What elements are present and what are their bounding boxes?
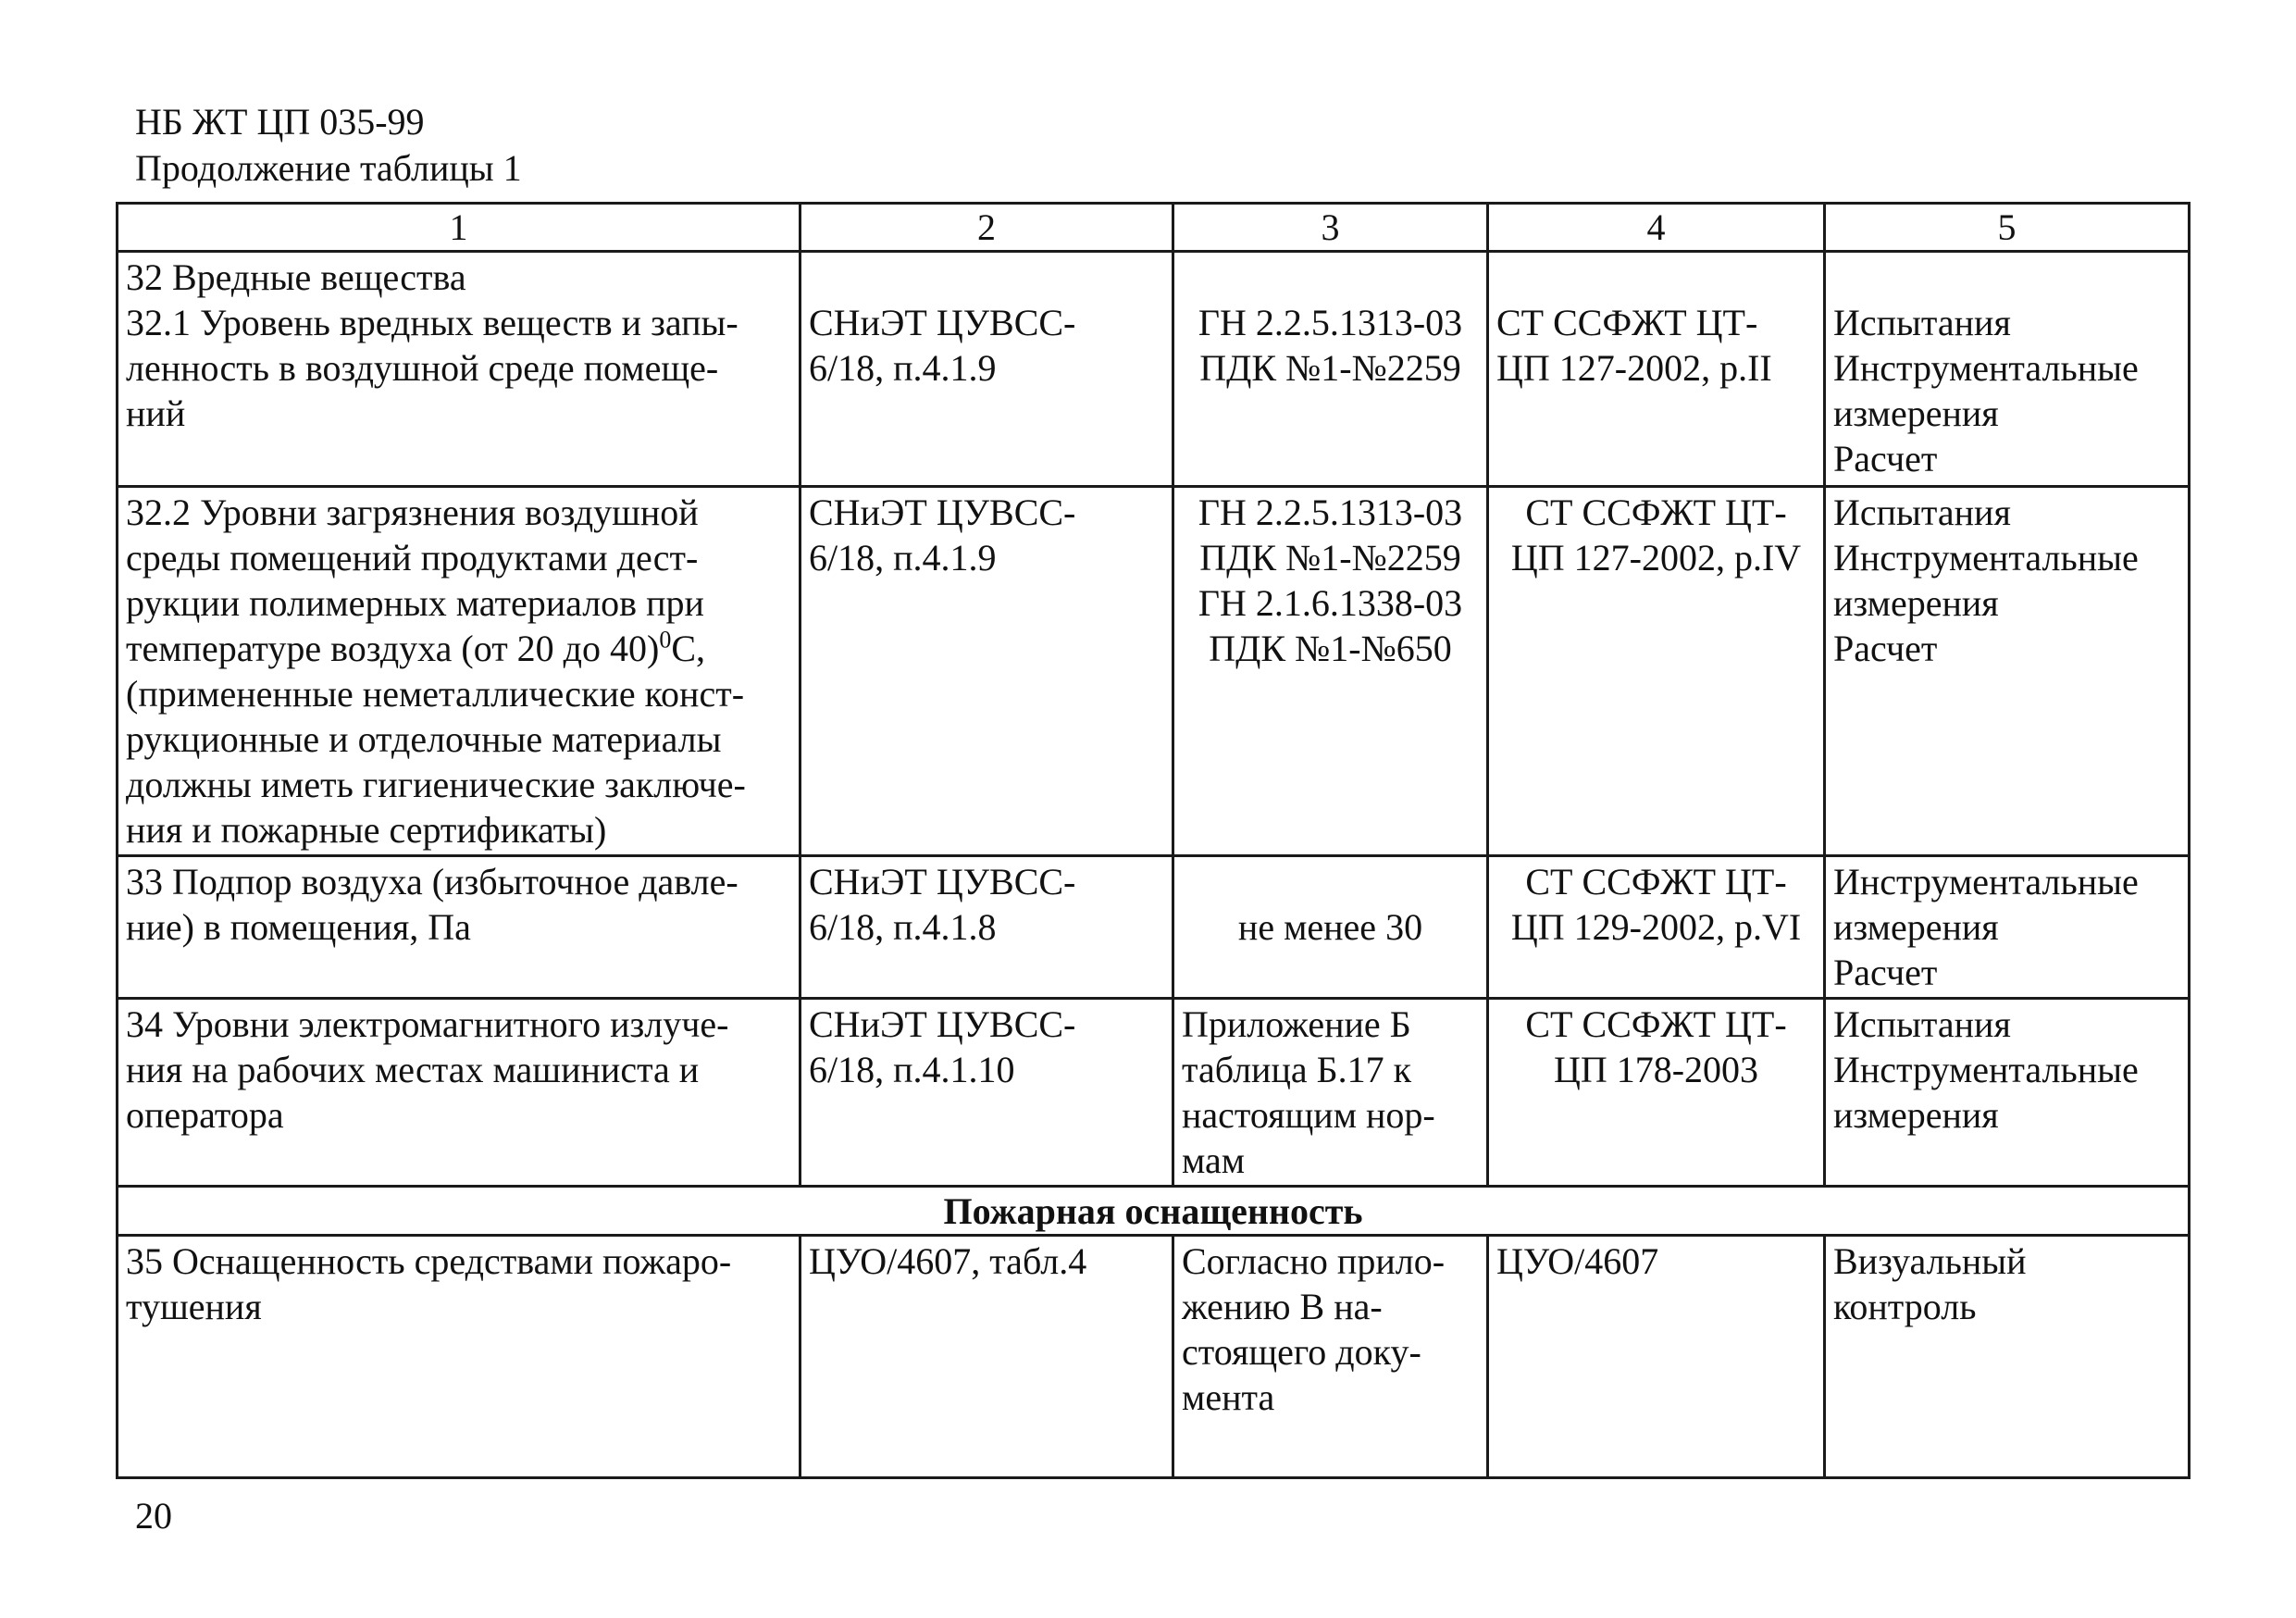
standard-text: СНиЭТ ЦУВСС- 6/18, п.4.1.9	[809, 302, 1076, 389]
table-row	[118, 1236, 2190, 1478]
parameter-cell	[118, 252, 800, 487]
column-header: 5	[1825, 204, 2190, 252]
parameter-text-a: 32.2 Уровни загрязнения воздушной среды помещений продуктами дест- рукции полимерных материалов при температуре воздуха (от 20 до 40)	[126, 492, 704, 669]
standard-cell: ЦУО/4607, табл.4	[800, 1236, 1173, 1478]
table-row	[118, 487, 2190, 856]
section-row	[118, 1187, 2190, 1236]
parameter-cell	[118, 487, 800, 856]
method-text: СТ ССФЖТ ЦТ- ЦП 127-2002, р.II	[1496, 302, 1772, 389]
standard-cell	[800, 252, 1173, 487]
document-code: НБ ЖТ ЦП 035-99	[135, 101, 425, 143]
degree-sup: 0	[659, 626, 672, 653]
parameter-text: 32.1 Уровень вредных веществ и запы- ленность в воздушной среде помеще- ний	[126, 302, 738, 434]
method-cell: СТ ССФЖТ ЦТ- ЦП 129-2002, р.VI	[1488, 856, 1825, 999]
parameter-cell: 35 Оснащенность средствами пожаро- тушения	[118, 1236, 800, 1478]
table-continuation-caption: Продолжение таблицы 1	[135, 147, 522, 189]
standard-cell: СНиЭТ ЦУВСС- 6/18, п.4.1.10	[800, 999, 1173, 1187]
norm-cell: ГН 2.2.5.1313-03 ПДК №1-№2259 ГН 2.1.6.1338-03 ПДК №1-№650	[1173, 487, 1488, 856]
table-row	[118, 856, 2190, 999]
norm-cell: Приложение Б таблица Б.17 к настоящим нор- мам	[1173, 999, 1488, 1187]
parameter-cell: 34 Уровни электромагнитного излуче- ния на рабочих местах машиниста и оператора	[118, 999, 800, 1187]
control-cell: Инструментальные измерения Расчет	[1825, 856, 2190, 999]
control-text: Испытания Инструментальные измерения Расчет	[1833, 302, 2139, 479]
control-cell	[1825, 252, 2190, 487]
parameter-cell: 33 Подпор воздуха (избыточное давле- ние) в помещения, Па	[118, 856, 800, 999]
method-cell: СТ ССФЖТ ЦТ- ЦП 127-2002, р.IV	[1488, 487, 1825, 856]
method-cell	[1488, 252, 1825, 487]
section-title: Пожарная оснащенность	[118, 1187, 2190, 1236]
column-header: 3	[1173, 204, 1488, 252]
norm-text: не менее 30	[1237, 906, 1423, 948]
requirements-table	[116, 202, 2191, 1479]
control-cell: Визуальный контроль	[1825, 1236, 2190, 1478]
table-row	[118, 252, 2190, 487]
norm-cell: Согласно прило- жению В на- стоящего доку- мента	[1173, 1236, 1488, 1478]
parameter-text-b: С, (примененные неметаллические конст- рукционные и отделочные материалы должны иметь гигиенические заключе- ния и пожарные сертификаты)	[126, 628, 746, 851]
method-cell: ЦУО/4607	[1488, 1236, 1825, 1478]
control-cell: Испытания Инструментальные измерения	[1825, 999, 2190, 1187]
column-number-row	[118, 204, 2190, 252]
column-header: 1	[118, 204, 800, 252]
method-cell: СТ ССФЖТ ЦТ- ЦП 178-2003	[1488, 999, 1825, 1187]
standard-cell: СНиЭТ ЦУВСС- 6/18, п.4.1.8	[800, 856, 1173, 999]
norm-cell	[1173, 856, 1488, 999]
norm-text: ГН 2.2.5.1313-03 ПДК №1-№2259	[1198, 302, 1463, 389]
page-number: 20	[135, 1495, 172, 1537]
standard-cell: СНиЭТ ЦУВСС- 6/18, п.4.1.9	[800, 487, 1173, 856]
table-row	[118, 999, 2190, 1187]
control-cell: Испытания Инструментальные измерения Расчет	[1825, 487, 2190, 856]
group-title: 32 Вредные вещества	[126, 256, 466, 298]
column-header: 2	[800, 204, 1173, 252]
norm-cell	[1173, 252, 1488, 487]
column-header: 4	[1488, 204, 1825, 252]
